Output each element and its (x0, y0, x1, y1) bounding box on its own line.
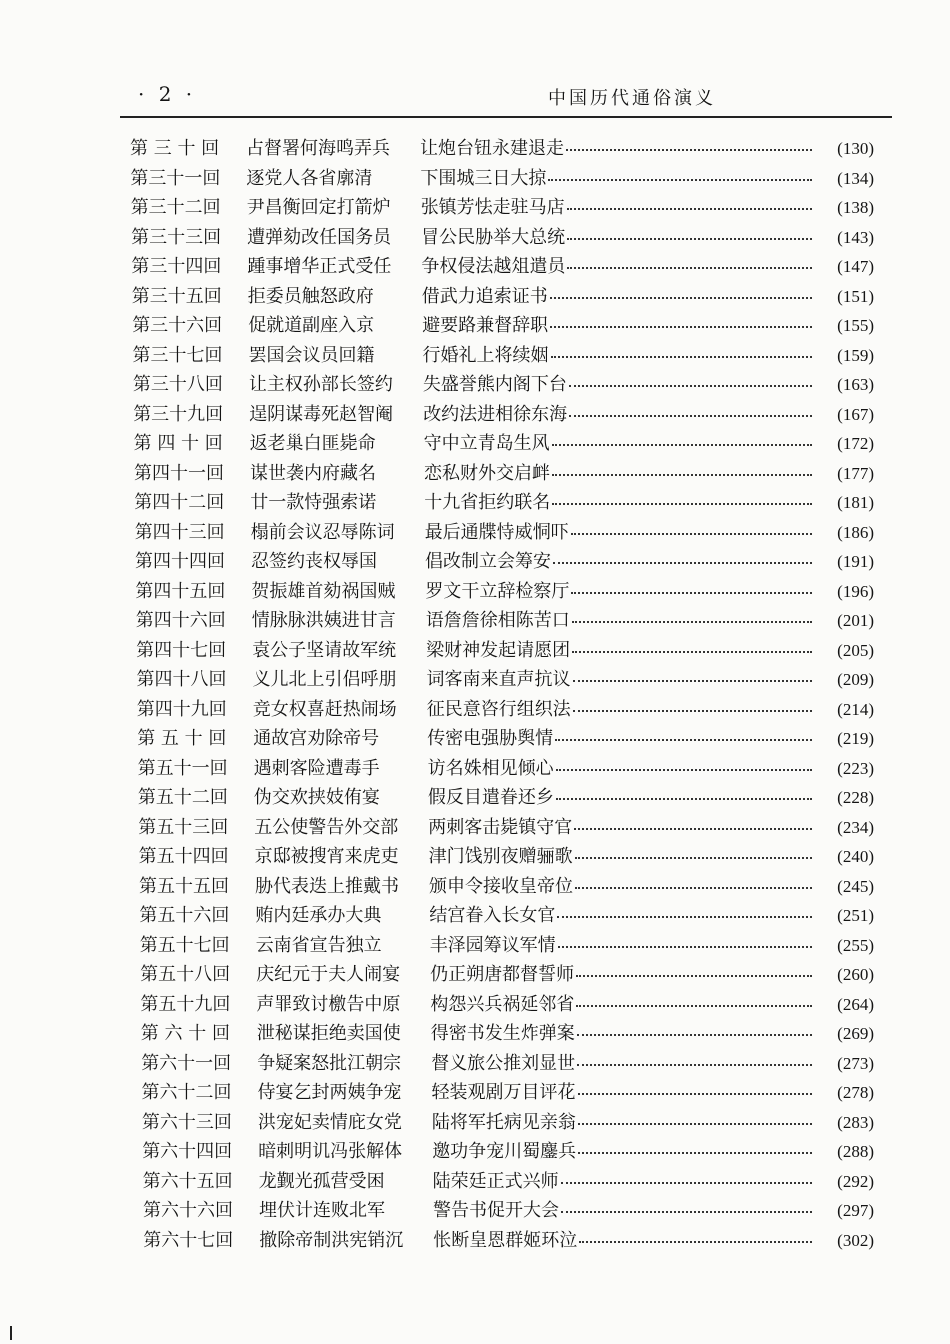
chapter-title-first: 踵事增华正式受任 (247, 256, 392, 277)
toc-entry (138, 960, 890, 990)
toc-entry (141, 1226, 890, 1256)
page-header (128, 82, 890, 112)
dot-leader (548, 179, 812, 181)
chapter-title-first: 龙觐光孤营受困 (258, 1170, 385, 1192)
chapter-number: 第五十四回 (138, 846, 229, 867)
page-reference: (147) (837, 257, 874, 276)
chapter-title-first: 榻前会议忍辱陈词 (250, 521, 395, 543)
chapter-title-first: 埋伏计连败北军 (259, 1200, 385, 1221)
page-reference: (292) (837, 1171, 874, 1191)
chapter-title-first: 谋世袭内府藏名 (250, 462, 376, 484)
page-reference: (302) (837, 1230, 874, 1250)
chapter-title-first: 胁代表迭上推戴书 (255, 875, 399, 897)
chapter-title-first: 义儿北上引侣呼朋 (252, 669, 397, 690)
dot-leader (569, 385, 812, 387)
chapter-title-second: 语詹詹徐相陈苦口 (425, 610, 570, 631)
toc-entry (128, 134, 890, 164)
toc-entry (136, 783, 890, 813)
chapter-title-second: 十九省拒约联名 (424, 492, 551, 513)
chapter-title-second: 争权侵法越俎遣员 (421, 256, 566, 277)
toc-entry (140, 1137, 890, 1167)
chapter-number: 第六十二回 (141, 1082, 232, 1103)
dot-leader (551, 356, 813, 358)
chapter-title-second: 最后通牒恃威恫吓 (424, 521, 569, 543)
chapter-number: 第五十五回 (139, 875, 229, 897)
chapter-number: 第四十二回 (134, 492, 225, 513)
toc-entry (138, 931, 890, 961)
chapter-number: 第六十四回 (142, 1141, 233, 1162)
dot-leader (555, 739, 812, 741)
page-reference: (191) (837, 552, 874, 571)
toc-entry (132, 459, 890, 489)
chapter-title-first: 拒委员触怒政府 (247, 285, 374, 307)
chapter-title-second: 守中立青岛生风 (423, 433, 550, 454)
chapter-title-first: 竞女权喜赶热闹场 (252, 698, 397, 720)
chapter-number: 第五十七回 (139, 934, 230, 956)
chapter-title-first: 京邸被搜宵来虎吏 (254, 846, 399, 867)
chapter-title-first: 逐党人各省廓清 (246, 167, 373, 189)
chapter-title-second: 征民意咨行组织法 (426, 698, 571, 720)
dot-leader (550, 297, 812, 299)
chapter-title-second: 得密书发生炸弹案 (430, 1023, 575, 1044)
margin-mark (10, 1326, 12, 1340)
chapter-title-first: 占督署何海鸣弄兵 (246, 138, 390, 159)
chapter-number: 第三十五回 (131, 285, 222, 307)
page-reference: (288) (837, 1142, 874, 1161)
chapter-title-second: 陆将军托病见亲翁 (431, 1111, 576, 1133)
page-reference: (297) (837, 1201, 874, 1220)
dot-leader (575, 857, 812, 859)
chapter-title-first: 撤除帝制洪宪销沉 (259, 1229, 404, 1251)
chapter-number: 第五十八回 (140, 964, 231, 985)
toc-entry (140, 1078, 891, 1108)
chapter-title-second: 两刺客击毙镇守官 (428, 816, 573, 838)
toc-entry (135, 665, 891, 695)
page-reference: (283) (837, 1112, 874, 1132)
chapter-title-first: 尹昌衡回定打箭炉 (246, 197, 391, 218)
chapter-title-second: 陆荣廷正式兴师 (432, 1170, 559, 1192)
chapter-title-second: 失盛誉熊内阁下台 (422, 374, 567, 395)
chapter-title-second: 恋私财外交启衅 (424, 462, 550, 484)
toc-entry (134, 636, 890, 666)
chapter-number: 第四十六回 (135, 610, 226, 631)
toc-entry (131, 341, 891, 371)
page-reference: (134) (837, 168, 874, 188)
chapter-title-first: 逞阴谋毒死赵智阉 (249, 403, 394, 425)
chapter-number: 第五十六回 (139, 905, 230, 926)
chapter-title-first: 情脉脉洪姨进甘言 (251, 610, 396, 631)
chapter-number: 第四十九回 (136, 698, 227, 720)
chapter-title-first: 忍签约丧权辱国 (251, 551, 377, 572)
book-title: 中国历代通俗演义 (548, 88, 716, 109)
page-reference: (234) (837, 817, 874, 837)
page-reference: (278) (837, 1083, 874, 1102)
toc-entry (135, 695, 890, 725)
page-reference: (273) (837, 1053, 874, 1073)
chapter-title-first: 争疑案怒批江朝宗 (257, 1052, 402, 1074)
chapter-title-second: 传密电强胁舆情 (427, 728, 554, 749)
toc-entry (136, 813, 890, 843)
dot-leader (574, 828, 812, 830)
page-reference: (209) (837, 670, 874, 689)
page-reference: (260) (837, 965, 874, 984)
chapter-title-first: 廿一款恃强索诺 (250, 492, 377, 513)
chapter-number: 第三十一回 (130, 167, 221, 189)
chapter-number: 第三十三回 (131, 226, 222, 248)
chapter-title-first: 声罪致讨檄告中原 (256, 993, 401, 1015)
dot-leader (552, 474, 812, 476)
toc-entry (137, 842, 890, 872)
chapter-title-second: 改约法进相徐东海 (423, 403, 568, 425)
dot-leader (567, 208, 812, 210)
chapter-title-second: 构怨兴兵祸延邻省 (430, 993, 575, 1015)
chapter-title-second: 张镇芳怯走驻马店 (420, 197, 565, 218)
chapter-title-second: 怅断皇恩群姬环泣 (433, 1229, 578, 1251)
page-number: · 2 · (138, 82, 197, 106)
page-reference: (223) (837, 758, 874, 778)
chapter-number: 第四十三回 (134, 521, 225, 543)
page-reference: (159) (837, 345, 874, 365)
page-reference: (155) (837, 316, 874, 335)
page-reference: (167) (837, 404, 874, 424)
dot-leader (573, 710, 812, 712)
dot-leader (573, 680, 813, 682)
chapter-title-second: 行婚礼上将续姻 (422, 344, 549, 366)
dot-leader (552, 444, 812, 446)
dot-leader (578, 1093, 813, 1095)
dot-leader (578, 1152, 812, 1154)
chapter-number: 第五十一回 (137, 757, 228, 779)
dot-leader (569, 415, 812, 417)
page-reference: (196) (837, 581, 874, 601)
chapter-title-first: 罢国会议员回籍 (248, 344, 375, 366)
header-rule (120, 116, 892, 118)
chapter-title-second: 梁财神发起请愿团 (426, 639, 571, 661)
dot-leader (558, 946, 812, 948)
chapter-title-second: 罗文干立辞检察厅 (425, 580, 570, 602)
chapter-title-second: 丰泽园筹议军情 (429, 934, 556, 956)
toc-entry (132, 429, 890, 459)
toc-entry (129, 252, 890, 282)
chapter-title-second: 下围城三日大掠 (420, 167, 547, 189)
page-reference: (214) (837, 699, 874, 719)
chapter-number: 第五十九回 (140, 993, 231, 1015)
toc-entry (131, 370, 890, 400)
dot-leader (566, 149, 812, 151)
chapter-number: 第 四 十 回 (133, 433, 223, 454)
chapter-title-first: 贺振雄首劾祸国贼 (251, 580, 396, 602)
chapter-title-first: 遇刺客险遭毒手 (253, 757, 380, 779)
dot-leader (571, 533, 812, 535)
page-reference: (251) (837, 906, 874, 925)
chapter-number: 第五十二回 (137, 787, 228, 808)
chapter-title-second: 轻装观剧万目评花 (431, 1082, 576, 1103)
dot-leader (576, 1005, 812, 1007)
dot-leader (557, 916, 812, 918)
dot-leader (550, 326, 812, 328)
page-reference: (138) (837, 198, 874, 217)
dot-leader (561, 1182, 812, 1184)
chapter-title-second: 词客南来直声抗议 (426, 669, 571, 690)
chapter-number: 第三十八回 (132, 374, 223, 395)
page-reference: (269) (837, 1024, 874, 1043)
chapter-title-first: 让主权孙部长签约 (248, 374, 393, 395)
dot-leader (575, 887, 812, 889)
toc-entry (129, 193, 890, 223)
toc-entry (138, 990, 890, 1020)
chapter-number: 第 三 十 回 (130, 138, 220, 159)
chapter-title-second: 结宫眷入长女官 (429, 905, 556, 926)
chapter-number: 第六十一回 (141, 1052, 232, 1074)
toc-entry (141, 1167, 890, 1197)
page-reference: (219) (837, 729, 874, 748)
toc-entry (137, 901, 890, 931)
chapter-number: 第五十三回 (138, 816, 229, 838)
dot-leader (572, 621, 812, 623)
toc-entry (131, 400, 890, 430)
chapter-number: 第四十四回 (135, 551, 225, 572)
chapter-title-first: 暗刺明讥冯张解体 (258, 1141, 403, 1162)
dot-leader (571, 592, 812, 594)
chapter-number: 第三十六回 (132, 315, 223, 336)
page-reference: (143) (837, 227, 874, 247)
dot-leader (577, 1034, 812, 1036)
chapter-number: 第四十八回 (136, 669, 227, 690)
chapter-number: 第六十三回 (141, 1111, 232, 1133)
page-reference: (177) (837, 463, 874, 483)
chapter-title-second: 避要路兼督辞职 (422, 315, 549, 336)
chapter-number: 第三十九回 (133, 403, 224, 425)
dot-leader (577, 1064, 812, 1066)
toc-entry (140, 1108, 890, 1138)
dot-leader (556, 798, 812, 800)
page-reference: (181) (837, 493, 874, 512)
chapter-title-first: 通故宫劝除帝号 (253, 728, 380, 749)
toc-entry (130, 311, 890, 341)
chapter-title-second: 津门饯别夜赠骊歌 (428, 846, 573, 867)
toc-entry (132, 488, 890, 518)
chapter-title-first: 促就道副座入京 (248, 315, 375, 336)
dot-leader (572, 651, 812, 653)
chapter-title-second: 颁申令接收皇帝位 (429, 875, 573, 897)
page-reference: (186) (837, 522, 874, 542)
page-reference: (172) (837, 434, 874, 453)
page-reference: (151) (837, 286, 874, 306)
chapter-number: 第四十五回 (135, 580, 226, 602)
page-reference: (163) (837, 375, 874, 394)
dot-leader (556, 769, 812, 771)
chapter-title-second: 督义旅公推刘显世 (431, 1052, 576, 1074)
toc-entry (129, 223, 890, 253)
page-reference: (245) (837, 876, 874, 896)
page-reference: (264) (837, 994, 874, 1014)
toc-entry (141, 1196, 890, 1226)
dot-leader (567, 267, 812, 269)
chapter-title-first: 遭弹劾改任国务员 (247, 226, 392, 248)
chapter-title-first: 五公使警告外交部 (254, 816, 399, 838)
page-reference: (201) (837, 611, 874, 630)
dot-leader (553, 562, 812, 564)
chapter-title-first: 伪交欢挟妓侑宴 (253, 787, 380, 808)
chapter-title-first: 返老巢白匪毙命 (249, 433, 376, 454)
page-reference: (130) (837, 139, 874, 158)
chapter-number: 第三十四回 (131, 256, 222, 277)
chapter-number: 第 五 十 回 (137, 728, 227, 749)
chapter-title-second: 冒公民胁举大总统 (421, 226, 566, 248)
toc-entry (133, 518, 890, 548)
toc-entry (139, 1049, 890, 1079)
toc-entry (134, 606, 890, 636)
dot-leader (576, 975, 812, 977)
chapter-title-second: 仍正朔唐都督誓师 (430, 964, 575, 985)
chapter-title-second: 警告书促开大会 (433, 1200, 559, 1221)
page-reference: (240) (837, 847, 874, 866)
table-of-contents (128, 134, 890, 1255)
chapter-title-first: 泄秘谋拒绝卖国使 (256, 1023, 401, 1044)
chapter-title-second: 让炮台钮永建退走 (420, 138, 564, 159)
dot-leader (578, 1123, 812, 1125)
page-reference: (205) (837, 640, 874, 660)
dot-leader (552, 503, 812, 505)
chapter-number: 第六十七回 (143, 1229, 234, 1251)
toc-entry (133, 547, 890, 577)
toc-entry (135, 724, 890, 754)
chapter-number: 第四十一回 (134, 462, 224, 484)
chapter-title-first: 庆纪元于夫人闹宴 (256, 964, 401, 985)
chapter-title-second: 借武力追索证书 (421, 285, 548, 307)
chapter-title-second: 邀功争宠川蜀鏖兵 (432, 1141, 577, 1162)
chapter-number: 第 六 十 回 (140, 1023, 230, 1044)
chapter-title-first: 袁公子坚请故军统 (252, 639, 397, 661)
dot-leader (579, 1241, 812, 1243)
toc-entry (130, 282, 890, 312)
chapter-title-second: 倡改制立会筹安 (425, 551, 551, 572)
page-reference: (228) (837, 788, 874, 807)
chapter-number: 第三十七回 (132, 344, 223, 366)
toc-entry (136, 754, 890, 784)
toc-entry (128, 164, 890, 194)
chapter-title-first: 云南省宣告独立 (255, 934, 382, 956)
page-reference: (255) (837, 935, 874, 955)
toc-entry (133, 577, 890, 607)
chapter-title-first: 侍宴乞封两姨争宠 (257, 1082, 402, 1103)
toc-entry (137, 872, 890, 902)
chapter-title-second: 访名姝相见倾心 (427, 757, 554, 779)
chapter-number: 第四十七回 (136, 639, 227, 661)
chapter-number: 第三十二回 (130, 197, 221, 218)
dot-leader (567, 238, 812, 240)
chapter-title-first: 洪宠妃卖情庇女党 (257, 1111, 402, 1133)
chapter-title-second: 假反目遣眷还乡 (427, 787, 554, 808)
chapter-title-first: 贿内廷承办大典 (255, 905, 382, 926)
chapter-number: 第六十五回 (142, 1170, 233, 1192)
chapter-number: 第六十六回 (143, 1200, 233, 1221)
dot-leader (561, 1211, 812, 1213)
toc-entry (139, 1019, 890, 1049)
